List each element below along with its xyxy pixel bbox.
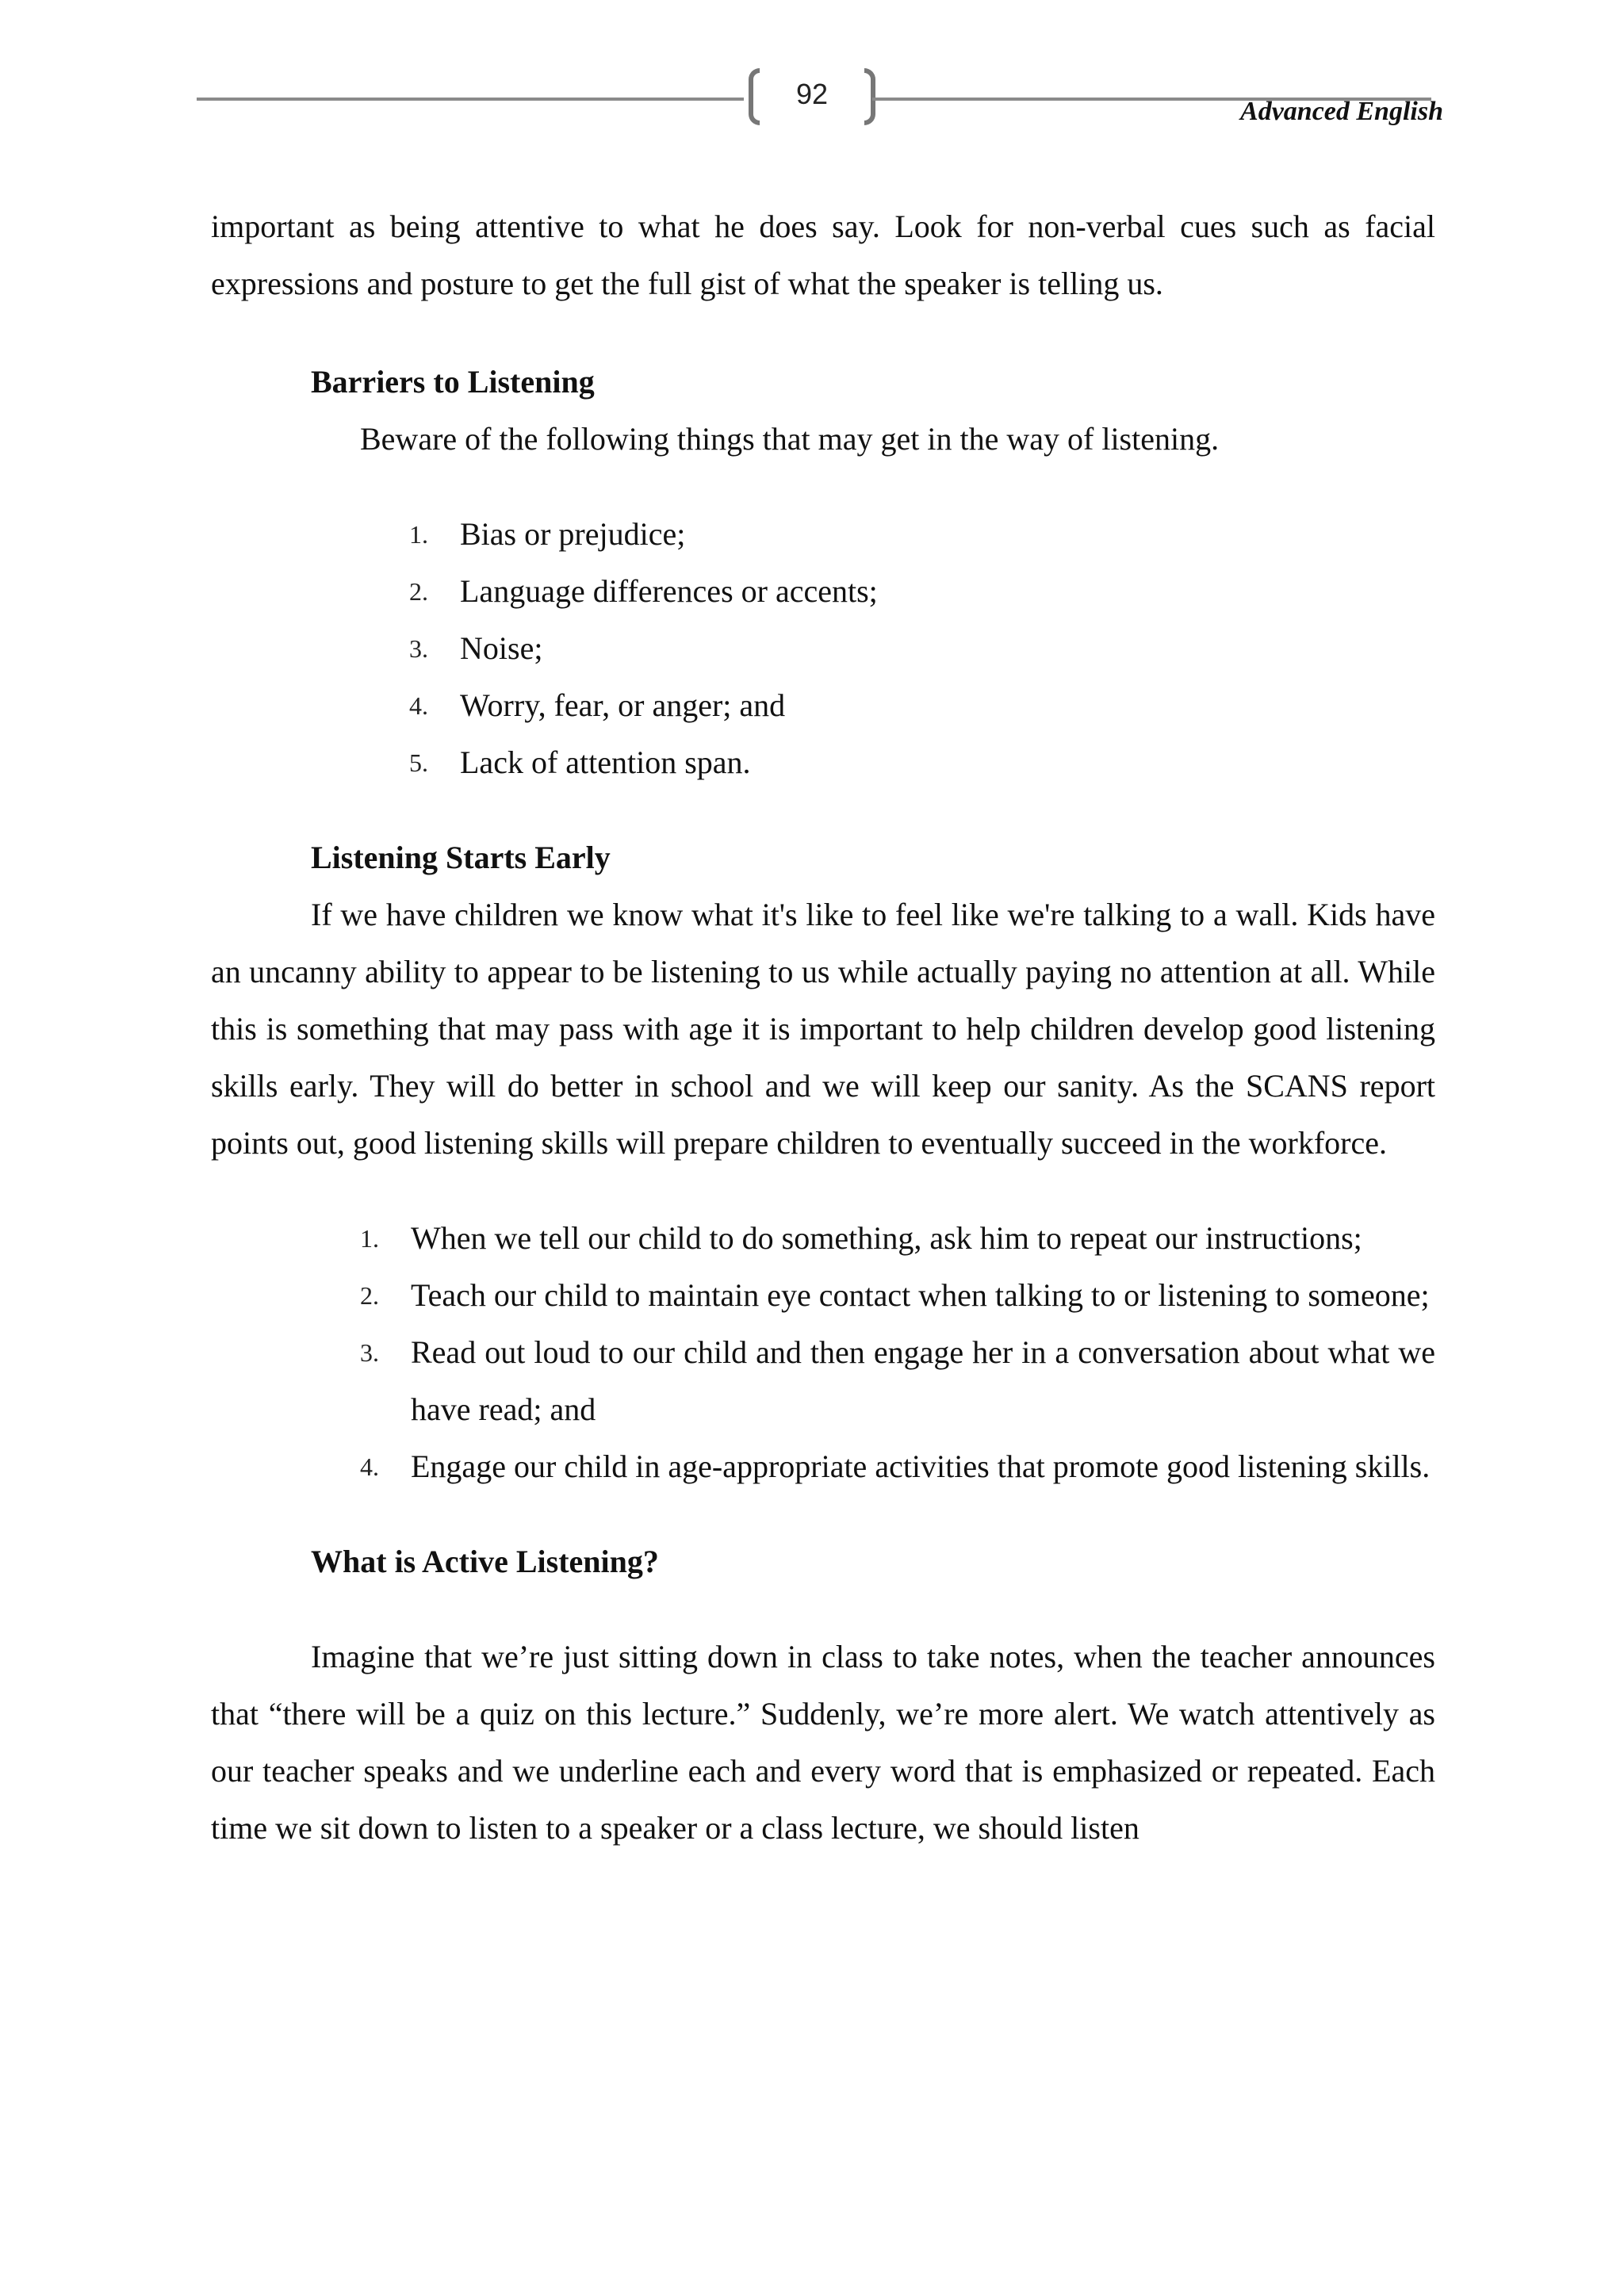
list-item	[211, 677, 1435, 734]
barriers-intro: Beware of the following things that may get in the way of listening.	[360, 421, 1220, 457]
list-number: 1.	[409, 520, 428, 549]
list-number: 1.	[360, 1224, 379, 1253]
barriers-list	[211, 506, 1435, 791]
list-item-text: Language differences or accents;	[460, 573, 878, 609]
list-item	[211, 620, 1435, 677]
list-number: 3.	[409, 634, 428, 663]
list-item	[211, 506, 1435, 563]
list-item-text: Worry, fear, or anger; and	[460, 687, 786, 723]
list-item	[211, 1210, 1435, 1267]
list-item-text: Bias or prejudice;	[460, 516, 686, 552]
starts-early-paragraph: If we have children we know what it's like to feel like we're talking to a wall. Kids have an uncanny ability to appear to be listening to us while actually paying no attention at all. While this is something that may pass with age it is important to help children develop good listening skills early. They will do better in school and we will keep our sanity. As the SCANS report points out, good listening skills will prepare children to eventually succeed in the workforce.	[211, 897, 1435, 1161]
heading-barriers-to-listening: Barriers to Listening	[311, 364, 595, 400]
heading-what-is-active-listening: What is Active Listening?	[311, 1544, 659, 1579]
list-number: 4.	[360, 1452, 379, 1481]
running-title: Advanced English	[1240, 97, 1443, 126]
list-item-text: Read out loud to our child and then engage her in a conversation about what we have read; and	[411, 1334, 1435, 1427]
page-body	[211, 198, 1435, 1857]
list-number: 2.	[409, 577, 428, 606]
list-item-text: When we tell our child to do something, ask him to repeat our instructions;	[411, 1220, 1362, 1256]
list-item-text: Engage our child in age-appropriate activities that promote good listening skills.	[411, 1448, 1431, 1484]
list-item	[211, 1267, 1435, 1324]
active-listening-paragraph: Imagine that we’re just sitting down in class to take notes, when the teacher announces that “there will be a quiz on this lecture.” Suddenly, we’re more alert. We watch attentively as our teacher speaks and we underline each and every word that is emphasized or repeated. Each time we sit down to listen to a speaker or a class lecture, we should listen	[211, 1639, 1435, 1846]
list-item-text: Teach our child to maintain eye contact when talking to or listening to someone;	[411, 1277, 1430, 1313]
page-header	[0, 0, 1624, 143]
header-rule-left	[197, 98, 744, 101]
list-number: 4.	[409, 691, 428, 720]
starts-early-list	[211, 1210, 1435, 1495]
list-number: 2.	[360, 1281, 379, 1310]
list-item-text: Noise;	[460, 630, 543, 666]
right-brace-icon	[864, 68, 875, 125]
list-item	[211, 1438, 1435, 1495]
opening-paragraph: important as being attentive to what he does say. Look for non-verbal cues such as facial expressions and posture to get the full gist of what the speaker is telling us.	[211, 209, 1435, 301]
list-item	[211, 1324, 1435, 1438]
list-item	[211, 563, 1435, 620]
page-number: 92	[795, 78, 829, 110]
list-number: 5.	[409, 748, 428, 777]
list-number: 3.	[360, 1338, 379, 1367]
heading-listening-starts-early: Listening Starts Early	[311, 840, 611, 875]
left-brace-icon	[749, 68, 760, 125]
list-item	[211, 734, 1435, 791]
list-item-text: Lack of attention span.	[460, 744, 751, 780]
